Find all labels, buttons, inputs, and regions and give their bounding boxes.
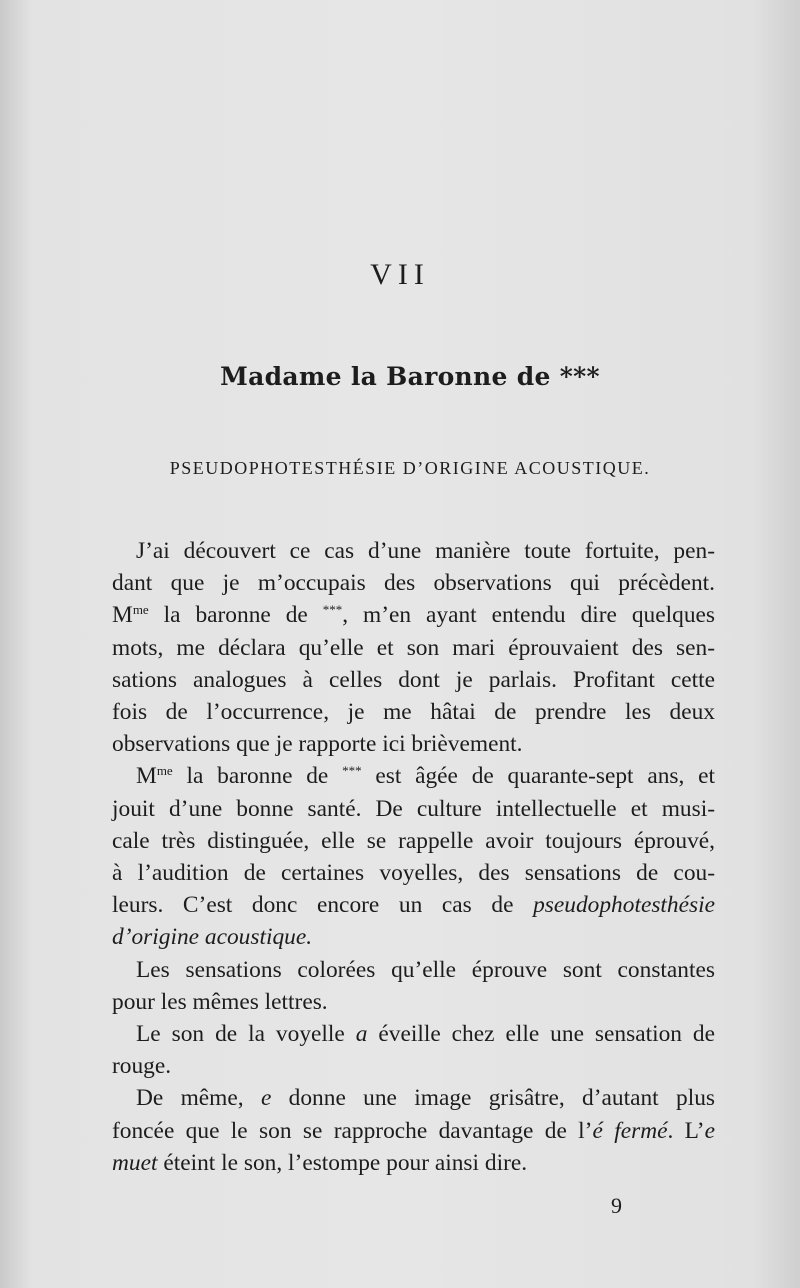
superscript: *** [342, 763, 362, 779]
text-line: mots, me déclara qu’elle et son mari éprouvaient des sen- [112, 634, 715, 661]
italic-text: é fermé [592, 1117, 668, 1144]
chapter-subtitle: PSEUDOPHOTESTHÉSIE D’ORIGINE ACOUSTIQUE. [169, 458, 651, 478]
text-line: à l’audition de certaines voyelles, des sensations de cou- [112, 860, 715, 887]
text-line: muet éteint le son, l’estompe pour ainsi dire. [112, 1149, 528, 1176]
italic-text: pseudophotesthésie [533, 892, 715, 919]
italic-text: e [704, 1117, 715, 1144]
paragraph [112, 760, 715, 953]
text-line: $M^{me}$ la baronne de *** est âgée de quarante-sept ans, et [136, 763, 715, 790]
body-text [112, 535, 715, 1179]
text-line: foncée que le son se rapproche davantage de l’é fermé. L’e [112, 1117, 715, 1144]
text-line: $M^{me}$ la baronne de ***, m’en ayant entendu dire quelques [112, 602, 716, 629]
text-line: observations que je rapporte ici brièvement. [112, 731, 523, 758]
paragraph [112, 954, 715, 1018]
text-line: De même, e donne une image grisâtre, d’autant plus [136, 1085, 715, 1112]
page-number: 9 [611, 1193, 622, 1218]
italic-text: a [355, 1021, 368, 1048]
superscript: me [156, 763, 173, 779]
text-line: Les sensations colorées qu’elle éprouve sont constantes [136, 956, 715, 983]
text-line [112, 921, 715, 953]
text-line: sations analogues à celles dont je parlais. Profitant cette [112, 666, 715, 693]
paragraph [112, 1018, 715, 1082]
superscript: *** [322, 602, 343, 618]
paragraph [112, 1082, 715, 1179]
text-line: leurs. C’est donc encore un cas de pseudophotesthésie [112, 892, 715, 919]
italic-text: muet [112, 1149, 158, 1176]
text-line: Le son de la voyelle a éveille chez elle une sensation de [136, 1021, 715, 1048]
text-line: rouge. [112, 1053, 172, 1080]
text-line: pour les mêmes lettres. [112, 988, 328, 1015]
text-line: cale très distinguée, elle se rappelle avoir toujours éprouvé, [112, 827, 715, 854]
italic-text: d’origine acoustique. [112, 924, 313, 951]
paragraph [112, 535, 715, 760]
superscript: me [132, 602, 149, 618]
italic-text: e [260, 1085, 272, 1112]
text-line: fois de l’occurrence, je me hâtai de prendre les deux [112, 699, 715, 726]
chapter-title: Madame la Baronne de *** [220, 362, 600, 391]
chapter-number: VII [370, 258, 430, 291]
text-line: J’ai découvert ce cas d’une manière toute fortuite, pen- [136, 538, 715, 564]
text-line: dant que je m’occupais des observations qui précèdent. [112, 570, 715, 597]
text-line: jouit d’une bonne santé. De culture intellectuelle et musi- [112, 795, 715, 822]
